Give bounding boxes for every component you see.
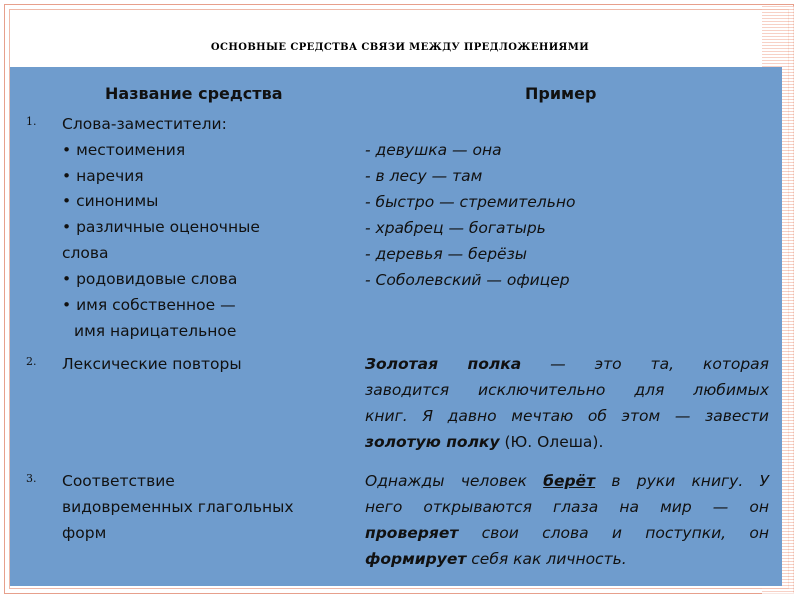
example-line: - Соболевский — офицер bbox=[365, 271, 570, 289]
example-line: книг. Я давно мечтаю об этом — завести bbox=[365, 407, 769, 425]
row-number: 2. bbox=[26, 355, 37, 368]
example-line bbox=[365, 352, 769, 378]
header-example: Пример bbox=[525, 84, 597, 103]
example-line: заводится исключительно для любимых bbox=[365, 381, 769, 399]
row-name-line: видовременных глагольных bbox=[62, 498, 294, 516]
example-line: - быстро — стремительно bbox=[365, 193, 576, 211]
row-name-line: форм bbox=[62, 524, 107, 542]
example-line bbox=[365, 521, 769, 547]
means-table bbox=[10, 67, 782, 586]
example-text: (Ю. Олеша). bbox=[499, 433, 604, 451]
row-number: 1. bbox=[26, 115, 37, 128]
example-line bbox=[365, 469, 769, 495]
example-bold: Золотая полка bbox=[365, 355, 522, 373]
example-line bbox=[365, 430, 769, 456]
example-line: - девушка — она bbox=[365, 141, 502, 159]
row-name-line: Соответствие bbox=[62, 472, 175, 490]
example-line: - в лесу — там bbox=[365, 167, 483, 185]
row-name-line: Слова-заместители: bbox=[62, 115, 227, 133]
row-name-line: • имя собственное — bbox=[62, 296, 236, 314]
row-number: 3. bbox=[26, 472, 37, 485]
example-text: в руки книгу. У bbox=[595, 472, 769, 490]
example-bold: формирует bbox=[365, 550, 467, 568]
example-line: - деревья — берёзы bbox=[365, 245, 528, 263]
row-name-line: Лексические повторы bbox=[62, 355, 242, 373]
header-name: Название средства bbox=[105, 84, 283, 103]
row-name-line: • местоимения bbox=[62, 141, 186, 159]
row-name-line: слова bbox=[62, 244, 109, 262]
example-text: Однажды человек bbox=[365, 472, 544, 490]
example-line: - храбрец — богатырь bbox=[365, 219, 546, 237]
example-text: — это та, которая bbox=[521, 355, 769, 373]
row-name-line: • наречия bbox=[62, 167, 144, 185]
example-text: себя как личность. bbox=[466, 550, 627, 568]
example-line bbox=[365, 547, 769, 573]
row-name-line: имя нарицательное bbox=[74, 322, 237, 340]
example-bold: проверяет bbox=[365, 524, 459, 542]
example-bold: золотую полку bbox=[365, 433, 500, 451]
example-text: свои слова и поступки, он bbox=[458, 524, 769, 542]
row-name-line: • различные оценочные bbox=[62, 218, 260, 236]
example-line: него открываются глаза на мир — он bbox=[365, 498, 769, 516]
example-bold: берёт bbox=[543, 472, 596, 490]
slide-title: ОСНОВНЫЕ СРЕДСТВА СВЯЗИ МЕЖДУ ПРЕДЛОЖЕНИЯМИ bbox=[210, 42, 590, 53]
row-name-line: • синонимы bbox=[62, 192, 159, 210]
row-name-line: • родовидовые слова bbox=[62, 270, 238, 288]
